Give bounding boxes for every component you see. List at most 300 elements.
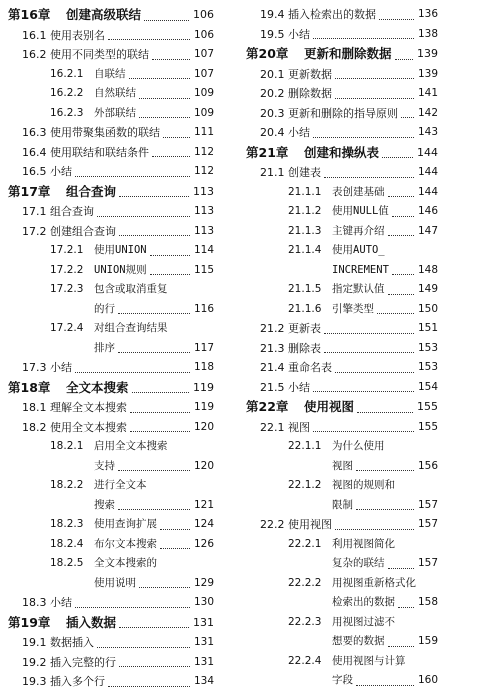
toc-subsection [246,554,438,574]
toc-page-number: 129 [192,574,214,594]
toc-entry-number: 第22章 [246,399,289,414]
toc-entry-number: 21.3 [260,341,285,355]
toc-page-number: 131 [191,613,214,634]
toc-entry-number: 21.1.6 [288,302,322,315]
toc-page-number: 136 [416,5,438,25]
toc-entry-number: 17.2.4 [50,322,84,334]
dot-leader [150,274,190,275]
toc-entry-title: 数据插入 [50,636,94,649]
toc-section [8,398,214,418]
dot-leader [379,19,414,20]
toc-section [246,418,438,438]
toc-section [246,104,438,124]
toc-entry-number: 17.2 [22,224,47,238]
toc-subsection [246,535,438,555]
toc-entry-title: 使用带聚集函数的联结 [50,126,160,139]
toc-page-number: 141 [416,84,438,104]
toc-subsection [8,476,214,496]
toc-chapter [8,5,214,26]
toc-subsection [246,437,438,457]
toc-entry-title: 使用表别名 [50,28,105,42]
toc-entry-title: 插入完整的行 [50,655,116,669]
dot-leader [335,529,414,530]
toc-entry-title: 使用视图 [288,518,332,531]
dot-leader [392,216,414,217]
toc-section [8,358,214,378]
dot-leader [388,568,414,569]
toc-page-number: 115 [192,261,214,281]
toc-page-number: 144 [416,183,438,203]
toc-entry-title: 排序 [94,341,115,354]
toc-section [8,653,214,673]
toc-entry-number: 20.1 [260,67,285,81]
toc-entry-number: 18.2.4 [50,537,84,550]
toc-entry-title: UNION规则 [94,263,147,276]
toc-entry-number: 20.4 [260,126,285,139]
toc-entry-title: 指定默认值 [332,283,385,295]
toc-section [246,378,438,398]
toc-entry-title: 自然联结 [94,87,136,99]
toc-entry-number: 20.3 [260,106,285,120]
toc-entry-number: 16.4 [22,145,47,159]
toc-subsection [8,437,214,457]
toc-page-number: 131 [192,653,214,673]
toc-entry-title: 视图 [332,459,353,472]
dot-leader [335,98,414,99]
toc-subsection [8,241,214,261]
toc-entry-title: 使用全文本搜索 [50,420,127,434]
dot-leader [388,235,414,236]
toc-chapter [246,44,438,65]
toc-subsection [246,202,438,222]
toc-subsection [246,476,438,496]
toc-subsection [8,280,214,300]
toc-page-number: 112 [192,162,214,182]
toc-page-number: 119 [191,378,214,399]
toc-entry-number: 21.1 [260,166,285,179]
toc-page-number: 107 [192,65,214,85]
toc-section [246,84,438,104]
toc-page-number: 126 [192,535,214,555]
toc-entry-number: 16.2.2 [50,87,84,99]
dot-leader [144,20,189,21]
toc-entry-title: 复杂的联结 [332,557,385,569]
toc-subsection [8,554,214,574]
toc-entry-title: 小结 [50,596,72,609]
toc-section [246,5,438,25]
toc-entry-title: 删除表 [288,341,321,355]
toc-subsection [246,652,438,672]
dot-leader [382,157,413,158]
toc-entry-title: 创建高级联结 [66,7,142,22]
toc-entry-title: 引擎类型 [332,302,374,315]
toc-page-number: 107 [192,45,214,65]
toc-subsection [246,632,438,652]
dot-leader [356,509,414,510]
dot-leader [118,352,190,353]
toc-section [246,515,438,535]
toc-section [8,143,214,163]
toc-entry-number: 21.1.5 [288,283,322,295]
toc-entry-title: 全文本搜索的 [94,557,157,569]
toc-entry-number: 18.2.2 [50,479,84,491]
dot-leader [75,607,190,608]
toc-entry-title: 插入多个行 [50,675,105,688]
dot-leader [139,117,190,118]
toc-entry-title: 使用AUTO_ [332,244,385,256]
toc-entry-title: 小结 [288,126,310,139]
toc-entry-title: 布尔文本搜索 [94,537,157,550]
toc-entry-title: 创建和操纵表 [304,144,380,160]
toc-entry-title: 使用UNION [94,244,147,256]
dot-leader [119,627,189,628]
toc-page-number: 130 [192,593,214,613]
toc-entry-title: 小结 [288,380,310,394]
toc-page-number: 131 [192,633,214,653]
toc-page-number: 116 [192,300,214,320]
toc-page-number: 139 [415,44,438,65]
toc-page-number: 157 [416,554,438,574]
toc-entry-title: 主键再介绍 [332,224,385,237]
toc-entry-title: 限制 [332,498,353,511]
toc-entry-number: 22.1.2 [288,479,322,491]
toc-page-number: 144 [416,163,438,183]
toc-entry-number: 19.3 [22,675,47,688]
dot-leader [335,78,414,79]
toc-page-number: 147 [416,222,438,242]
toc-entry-number: 第19章 [8,614,51,630]
toc-subsection [246,496,438,516]
toc-section [8,418,214,438]
toc-entry-title: 理解全文本搜索 [50,401,127,414]
toc-subsection [246,222,438,242]
dot-leader [132,392,189,393]
toc-subsection [246,300,438,320]
toc-entry-title: 进行全文本 [94,479,147,491]
dot-leader [377,313,414,314]
toc-entry-number: 17.3 [22,361,47,374]
toc-entry-title: 小结 [50,361,72,374]
toc-section [8,45,214,65]
toc-entry-number: 16.1 [22,28,47,42]
toc-entry-number: 22.2.1 [288,537,322,550]
dot-leader [335,372,414,373]
toc-subsection [8,261,214,281]
toc-entry-number: 17.2.2 [50,263,84,276]
dot-leader [97,216,190,217]
dot-leader [313,137,414,138]
toc-entry-title: 创建组合查询 [50,224,116,238]
toc-entry-number: 17.2.1 [50,244,84,256]
toc-subsection [246,280,438,300]
dot-leader [313,38,414,39]
dot-leader [324,177,414,178]
toc-entry-title: 为什么使用 [332,440,385,452]
toc-right-column [246,5,438,691]
toc-entry-number: 20.2 [260,87,285,100]
toc-entry-title: 更新和删除数据 [304,46,392,61]
toc-entry-number: 19.4 [260,8,285,21]
dot-leader [160,529,190,530]
toc-entry-title: 小结 [288,27,310,41]
toc-entry-title: 插入数据 [66,614,117,630]
toc-page-number: 134 [192,672,214,692]
toc-entry-title: 使用视图与计算 [332,654,406,667]
toc-entry-number: 22.2.3 [288,615,322,628]
toc-entry-title: 重命名表 [288,361,332,374]
toc-entry-number: 21.2 [260,322,285,335]
dot-leader [75,372,190,373]
toc-chapter [8,182,214,203]
toc-entry-number: 16.2 [22,48,47,61]
toc-entry-title: 删除数据 [288,87,332,100]
toc-subsection [246,457,438,477]
toc-page-number: 158 [416,593,438,613]
toc-section [8,593,214,613]
toc-page-number: 119 [192,398,214,418]
dot-leader [119,235,190,236]
toc-entry-number: 16.3 [22,126,47,139]
toc-page-number: 121 [192,496,214,516]
toc-entry-number: 22.2 [260,518,285,531]
toc-subsection [246,574,438,594]
dot-leader [118,470,190,471]
toc-page-number: 151 [416,319,438,339]
toc-section [8,162,214,182]
dot-leader [130,431,190,432]
toc-entry-number: 21.5 [260,380,285,394]
toc-entry-number: 第21章 [246,144,289,160]
toc-page-number: 117 [192,339,214,359]
toc-page-number: 124 [192,515,214,535]
dot-leader [119,666,190,667]
toc-entry-title: 组合查询 [66,183,117,199]
dot-leader [75,176,190,177]
dot-leader [395,59,413,60]
toc-entry-title: 更新数据 [288,67,332,81]
dot-leader [152,59,190,60]
toc-subsection [8,574,214,594]
toc-entry-number: 16.5 [22,165,47,178]
toc-subsection [246,183,438,203]
toc-entry-number: 第16章 [8,7,51,22]
toc-section [246,339,438,359]
toc-entry-title: 搜索 [94,498,115,511]
dot-leader [139,587,190,588]
toc-entry-title: 字段 [332,674,353,686]
toc-entry-title: 表创建基础 [332,185,385,198]
toc-page-number: 109 [192,104,214,124]
toc-subsection [8,104,214,124]
toc-entry-number: 第20章 [246,46,289,61]
toc-entry-number: 18.2.5 [50,557,84,569]
toc-page-number: 142 [416,104,438,124]
toc-section [8,672,214,692]
toc-entry-number: 22.1.1 [288,440,322,452]
toc-page-number: 155 [415,397,438,418]
toc-entry-title: 对组合查询结果 [94,322,168,334]
toc-entry-title: 自联结 [94,67,126,80]
toc-entry-title: 使用视图 [304,399,355,414]
toc-subsection [8,65,214,85]
toc-section [246,123,438,143]
toc-subsection [246,613,438,633]
toc-page-number: 113 [192,202,214,222]
toc-page-number: 153 [416,339,438,359]
dot-leader [313,431,414,432]
toc-entry-title: 的行 [94,302,115,315]
toc-section [8,202,214,222]
toc-entry-title: 使用说明 [94,576,136,589]
toc-subsection [8,457,214,477]
dot-leader [163,137,190,138]
toc-section [246,65,438,85]
toc-entry-title: 使用NULL值 [332,205,389,217]
dot-leader [119,196,189,197]
toc-page-number: 160 [416,671,438,691]
dot-leader [356,470,414,471]
toc-entry-number: 21.4 [260,361,285,374]
toc-subsection [246,261,438,281]
toc-chapter [8,613,214,634]
toc-page-number: 153 [416,358,438,378]
toc-entry-title: 视图的规则和 [332,479,395,491]
toc-entry-number: 18.2.1 [50,440,84,452]
toc-entry-number: 21.1.2 [288,205,322,217]
toc-chapter [8,378,214,399]
toc-entry-number: 18.3 [22,596,47,609]
dot-leader [388,646,414,647]
toc-section [246,319,438,339]
toc-entry-number: 22.1 [260,420,285,434]
toc-section [8,633,214,653]
dot-leader [357,412,413,413]
toc-entry-number: 19.1 [22,636,47,649]
toc-left-column [8,5,214,692]
toc-subsection [246,593,438,613]
toc-entry-number: 18.2.3 [50,518,84,530]
toc-entry-number: 18.2 [22,420,47,434]
toc-entry-title: 想要的数据 [332,635,385,647]
dot-leader [388,294,414,295]
toc-page-number: 157 [416,515,438,535]
toc-page-number: 112 [192,143,214,163]
dot-leader [356,685,414,686]
toc-section [246,358,438,378]
toc-subsection [246,671,438,691]
toc-entry-title: 用视图过滤不 [332,615,395,628]
toc-subsection [8,300,214,320]
toc-entry-title: 更新和删除的指导原则 [288,106,398,120]
dot-leader [139,98,190,99]
toc-entry-number: 19.2 [22,655,47,669]
toc-entry-number: 17.1 [22,205,47,218]
toc-page-number: 144 [415,143,438,164]
toc-page-number: 139 [416,65,438,85]
toc-chapter [246,397,438,418]
dot-leader [388,196,414,197]
toc-subsection [246,241,438,261]
toc-section [246,163,438,183]
dot-leader [130,412,190,413]
toc-entry-title: 插入检索出的数据 [288,8,376,21]
toc-subsection [8,496,214,516]
dot-leader [324,333,414,334]
toc-entry-title: 组合查询 [50,205,94,218]
toc-page-number: 146 [416,202,438,222]
toc-entry-number: 21.1.4 [288,244,322,256]
toc-page-number: 113 [191,182,214,203]
toc-page-number: 120 [192,457,214,477]
dot-leader [150,255,190,256]
toc-entry-title: 利用视图简化 [332,537,395,550]
dot-leader [398,607,414,608]
toc-entry-title: 支持 [94,459,115,472]
dot-leader [118,509,190,510]
toc-page-number: 143 [416,123,438,143]
toc-page-number: 149 [416,280,438,300]
toc-entry-title: 用视图重新格式化 [332,576,416,589]
toc-entry-title: 启用全文本搜索 [94,440,168,452]
toc-page-number: 114 [192,241,214,261]
toc-entry-number: 21.1.1 [288,185,322,198]
toc-entry-title: INCREMENT [332,263,389,276]
toc-entry-number: 第18章 [8,379,51,395]
toc-entry-number: 16.2.3 [50,106,84,119]
toc-section [246,25,438,45]
toc-chapter [246,143,438,164]
toc-page-number: 150 [416,300,438,320]
toc-subsection [8,515,214,535]
toc-section [8,26,214,46]
toc-page-number: 111 [192,123,214,143]
toc-entry-title: 小结 [50,165,72,178]
dot-leader [401,117,414,118]
toc-entry-title: 视图 [288,420,310,434]
toc-entry-title: 创建表 [288,166,321,179]
dot-leader [129,78,190,79]
toc-page-number: 155 [416,418,438,438]
toc-entry-number: 16.2.1 [50,67,84,80]
dot-leader [108,39,190,40]
toc-entry-number: 21.1.3 [288,224,322,237]
toc-entry-number: 18.1 [22,401,47,414]
toc-page-number: 106 [191,5,214,26]
dot-leader [97,647,190,648]
toc-page-number: 120 [192,418,214,438]
toc-page-number: 157 [416,496,438,516]
toc-entry-title: 检索出的数据 [332,596,395,608]
toc-entry-number: 17.2.3 [50,283,84,295]
toc-subsection [8,84,214,104]
dot-leader [392,274,414,275]
toc-page-number: 109 [192,84,214,104]
dot-leader [160,548,190,549]
dot-leader [152,156,190,157]
toc-entry-number: 22.2.4 [288,654,322,667]
toc-subsection [8,339,214,359]
toc-page-number: 148 [416,261,438,281]
dot-leader [313,391,414,392]
toc-entry-title: 全文本搜索 [66,379,129,395]
toc-page-number: 113 [192,222,214,242]
toc-page-number: 156 [416,457,438,477]
toc-section [8,123,214,143]
toc-entry-title: 使用查询扩展 [94,518,157,530]
toc-entry-number: 22.2.2 [288,576,322,589]
dot-leader [324,352,414,353]
toc-entry-number: 第17章 [8,183,51,199]
